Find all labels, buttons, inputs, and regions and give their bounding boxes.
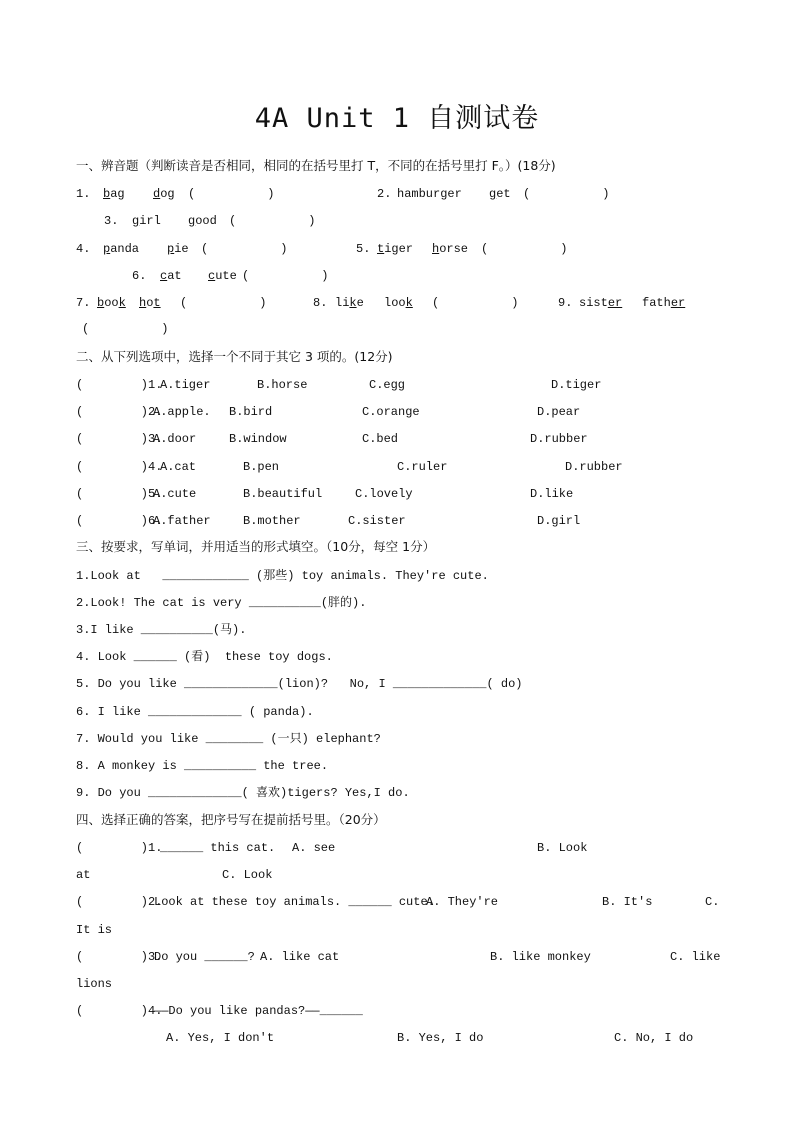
s1-q7-number: 7. [76, 296, 91, 310]
s2-option-c: C.egg [369, 378, 406, 392]
s2-option-a: A.door [153, 432, 197, 446]
s4-q2-number[interactable]: ( )2. [76, 895, 163, 909]
s4-q2-stem: Look at these toy animals. ______ cute. [154, 895, 435, 909]
s1-q1-word-2: dog [153, 187, 175, 201]
s1-q5-word-1: tiger [377, 242, 414, 256]
s2-option-c: C.orange [362, 405, 420, 419]
s3-line-1[interactable]: 1.Look at ____________ (那些) toy animals. They're cute. [76, 569, 489, 583]
s2-option-d: D.rubber [530, 432, 588, 446]
s4-q3-stem: Do you ______? [154, 950, 255, 964]
section-1-heading: 一、辨音题（判断读音是否相同，相同的在括号里打 T，不同的在括号里打 F。）(18分) [76, 158, 556, 173]
s1-q8-number: 8. [313, 296, 328, 310]
s1-q9-word-2: father [642, 296, 686, 310]
section-2-heading: 二、从下列选项中，选择一个不同于其它 3 项的。(12分) [76, 349, 393, 364]
s1-q6-word-2: cute [208, 269, 237, 283]
s2-option-a: A.cute [153, 487, 197, 501]
s4-q4-option-a: A. Yes, I don't [166, 1031, 275, 1045]
s1-q9-answer-paren[interactable]: ( ) [82, 322, 169, 336]
s4-q1-number[interactable]: ( )1. [76, 841, 163, 855]
s1-q9-word-1: sister [579, 296, 623, 310]
s1-q5-word-2: horse [432, 242, 469, 256]
s2-option-d: D.tiger [551, 378, 602, 392]
s1-q2-word-2: get [489, 187, 511, 201]
s2-option-b: B.mother [243, 514, 301, 528]
s1-q6-answer-paren[interactable]: ( ) [242, 269, 329, 283]
s1-q4-number: 4. [76, 242, 91, 256]
s4-q2-option-b: B. It's [602, 895, 653, 909]
s4-q1-option-b-wrap: at [76, 868, 91, 882]
s1-q8-word-2: look [384, 296, 413, 310]
s2-row-number[interactable]: ( )5. [76, 487, 163, 501]
s2-option-c: C.sister [348, 514, 406, 528]
section-4-heading: 四、选择正确的答案，把序号写在提前括号里。（20分） [76, 812, 386, 827]
s2-row-number[interactable]: ( )3. [76, 432, 163, 446]
s1-q3-number: 3. [104, 214, 119, 228]
s2-option-d: D.like [530, 487, 574, 501]
s2-option-a: A.cat [160, 460, 197, 474]
s2-option-c: C.ruler [397, 460, 448, 474]
s1-q8-answer-paren[interactable]: ( ) [432, 296, 519, 310]
s1-q3-word-2: good [188, 214, 217, 228]
s2-option-c: C.lovely [355, 487, 413, 501]
s1-q6-word-1: cat [160, 269, 182, 283]
s1-q6-number: 6. [132, 269, 147, 283]
s2-option-d: D.rubber [565, 460, 623, 474]
s1-q7-word-1: book [97, 296, 126, 310]
s3-line-3[interactable]: 3.I like __________(马). [76, 623, 247, 637]
s4-q3-option-b: B. like monkey [490, 950, 591, 964]
s4-q3-option-c: C. like [670, 950, 721, 964]
s1-q3-answer-paren[interactable]: ( ) [229, 214, 316, 228]
s3-line-4[interactable]: 4. Look ______ (看) these toy dogs. [76, 650, 333, 664]
s1-q7-answer-paren[interactable]: ( ) [180, 296, 267, 310]
s4-q2-option-c-wrap: It is [76, 923, 113, 937]
s1-q4-answer-paren[interactable]: ( ) [201, 242, 288, 256]
s4-q3-number[interactable]: ( )3. [76, 950, 163, 964]
s1-q1-number: 1. [76, 187, 91, 201]
s2-option-c: C.bed [362, 432, 399, 446]
s1-q2-answer-paren[interactable]: ( ) [523, 187, 610, 201]
s2-option-b: B.beautiful [243, 487, 323, 501]
s2-row-number[interactable]: ( )1. [76, 378, 163, 392]
s2-option-b: B.pen [243, 460, 280, 474]
s4-q3-option-a: A. like cat [260, 950, 340, 964]
s3-line-6[interactable]: 6. I like _____________ ( panda). [76, 705, 314, 719]
s2-option-a: A.apple. [153, 405, 211, 419]
s4-q3-option-c-wrap: lions [76, 977, 113, 991]
s3-line-8[interactable]: 8. A monkey is __________ the tree. [76, 759, 329, 773]
s2-row-number[interactable]: ( )6. [76, 514, 163, 528]
s4-q4-number[interactable]: ( )4. [76, 1004, 163, 1018]
s2-option-d: D.girl [537, 514, 581, 528]
s2-option-a: A.father [153, 514, 211, 528]
s1-q2-number: 2. [377, 187, 392, 201]
s2-option-b: B.window [229, 432, 287, 446]
s1-q2-word-1: hamburger [397, 187, 462, 201]
s2-option-a: A.tiger [160, 378, 211, 392]
s1-q5-answer-paren[interactable]: ( ) [481, 242, 568, 256]
s4-q1-stem: ______ this cat. [160, 841, 276, 855]
page-title: 4A Unit 1 自测试卷 [254, 103, 540, 134]
s2-option-d: D.pear [537, 405, 581, 419]
s2-row-number[interactable]: ( )2. [76, 405, 163, 419]
s2-option-b: B.horse [257, 378, 308, 392]
s4-q4-option-c: C. No, I do [614, 1031, 694, 1045]
s4-q4-stem: ——Do you like pandas?——______ [154, 1004, 363, 1018]
s4-q1-option-c: C. Look [222, 868, 273, 882]
s4-q2-option-c: C. [705, 895, 720, 909]
section-3-heading: 三、按要求，写单词，并用适当的形式填空。（10分，每空 1分） [76, 539, 436, 554]
s1-q7-word-2: hot [139, 296, 161, 310]
s3-line-7[interactable]: 7. Would you like ________ (一只) elephant? [76, 732, 381, 746]
s1-q4-word-1: panda [103, 242, 140, 256]
s2-row-number[interactable]: ( )4. [76, 460, 163, 474]
s4-q4-option-b: B. Yes, I do [397, 1031, 484, 1045]
s2-option-b: B.bird [229, 405, 273, 419]
s1-q1-word-1: bag [103, 187, 125, 201]
s1-q3-word-1: girl [132, 214, 161, 228]
s3-line-2[interactable]: 2.Look! The cat is very __________(胖的). [76, 596, 367, 610]
s4-q1-option-b: B. Look [537, 841, 588, 855]
s1-q4-word-2: pie [167, 242, 189, 256]
s4-q1-option-a: A. see [292, 841, 336, 855]
s1-q1-answer-paren[interactable]: ( ) [188, 187, 275, 201]
s4-q2-option-a: A. They're [426, 895, 499, 909]
s1-q8-word-1: like [335, 296, 364, 310]
s3-line-9[interactable]: 9. Do you _____________( 喜欢)tigers? Yes,I do. [76, 786, 410, 800]
s3-line-5[interactable]: 5. Do you like _____________(lion)? No, I _____________( do) [76, 677, 523, 691]
s1-q5-number: 5. [356, 242, 371, 256]
s1-q9-number: 9. [558, 296, 573, 310]
